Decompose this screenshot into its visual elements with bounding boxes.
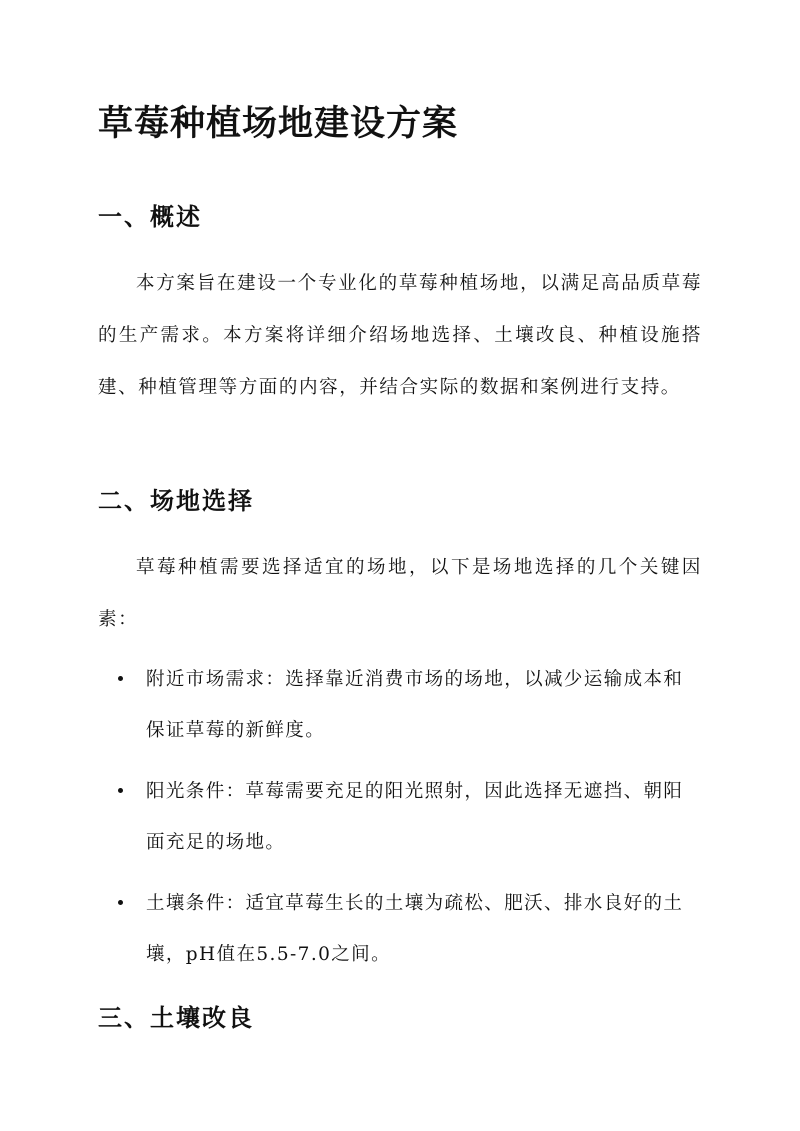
list-item-text: 附近市场需求：选择靠近消费市场的场地，以减少运输成本和保证草莓的新鲜度。 <box>146 669 684 741</box>
section-heading-overview: 一、概述 <box>98 202 202 231</box>
list-item <box>114 654 694 756</box>
site-selection-paragraph: 草莓种植需要选择适宜的场地，以下是场地选择的几个关键因素： <box>98 557 702 630</box>
section-heading-site-selection: 二、场地选择 <box>98 486 254 515</box>
bullet-icon <box>118 900 123 905</box>
section-heading-soil-improvement: 三、土壤改良 <box>98 1003 254 1032</box>
list-item-text: 阳光条件：草莓需要充足的阳光照射，因此选择无遮挡、朝阳面充足的场地。 <box>146 781 684 853</box>
document-title: 草莓种植场地建设方案 <box>98 103 459 144</box>
bullet-icon <box>118 788 123 793</box>
list-item <box>114 766 694 868</box>
list-item-text: 土壤条件：适宜草莓生长的土壤为疏松、肥沃、排水良好的土壤，pH值在5.5-7.0之间。 <box>146 893 684 965</box>
bullet-icon <box>118 676 123 681</box>
list-item <box>114 878 694 980</box>
overview-paragraph: 本方案旨在建设一个专业化的草莓种植场地，以满足高品质草莓的生产需求。本方案将详细介绍场地选择、土壤改良、种植设施搭建、种植管理等方面的内容，并结合实际的数据和案例进行支持。 <box>98 273 702 398</box>
site-factor-list <box>114 654 694 990</box>
